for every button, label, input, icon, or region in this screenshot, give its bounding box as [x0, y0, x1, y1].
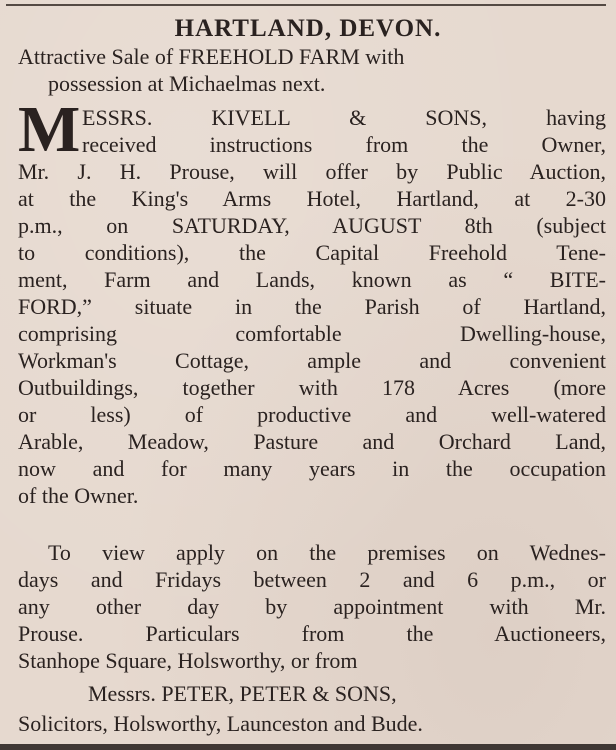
body-line: comprising comfortable Dwelling-house,	[18, 321, 606, 346]
drop-cap: M	[18, 93, 81, 166]
advert-subheading-line: Attractive Sale of FREEHOLD FARM with	[18, 44, 405, 69]
solicitors-address: Solicitors, Holsworthy, Launceston and Bude.	[18, 711, 423, 736]
top-rule	[6, 4, 606, 6]
body-line: FORD,” situate in the Parish of Hartland,	[18, 294, 606, 319]
body-line: ment, Farm and Lands, known as “ BITE-	[18, 267, 606, 292]
advert-heading: HARTLAND, DEVON.	[174, 15, 442, 42]
body-line: to conditions), the Capital Freehold Tene-	[18, 240, 606, 265]
body-line: Prouse. Particulars from the Auctioneers,	[18, 621, 606, 646]
bottom-rule	[0, 744, 616, 750]
advert-subheading-line: possession at Michaelmas next.	[48, 71, 326, 96]
body-line: Mr. J. H. Prouse, will offer by Public Auction,	[18, 159, 606, 184]
body-line: at the King's Arms Hotel, Hartland, at 2-30	[18, 186, 606, 211]
body-line: Outbuildings, together with 178 Acres (more	[18, 375, 606, 400]
body-line: now and for many years in the occupation	[18, 456, 606, 481]
body-line: received instructions from the Owner,	[82, 132, 606, 157]
body-line: Arable, Meadow, Pasture and Orchard Land,	[18, 429, 606, 454]
body-line: any other day by appointment with Mr.	[18, 594, 606, 619]
body-line: or less) of productive and well-watered	[18, 402, 606, 427]
body-line: of the Owner.	[18, 483, 139, 508]
body-line: p.m., on SATURDAY, AUGUST 8th (subject	[18, 213, 606, 238]
solicitors-name: Messrs. PETER, PETER & SONS,	[88, 681, 397, 706]
body-line: To view apply on the premises on Wednes-	[48, 540, 606, 565]
body-line: ESSRS. KIVELL & SONS, having	[82, 105, 606, 130]
body-line: Stanhope Square, Holsworthy, or from	[18, 648, 358, 673]
body-line: Workman's Cottage, ample and convenient	[18, 348, 606, 373]
body-line: days and Fridays between 2 and 6 p.m., or	[18, 567, 606, 592]
